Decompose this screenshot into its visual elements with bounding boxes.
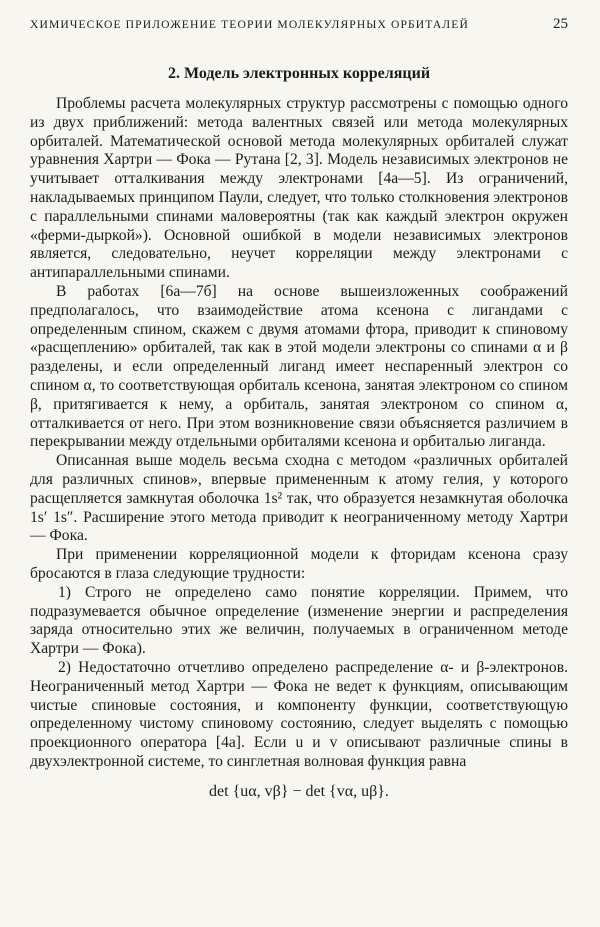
paragraph-2: В работах [6а—7б] на основе вышеизложенных соображений предполагалось, что взаимодействие атома ксенона с лигандами с определенным спином, скажем с двумя атомами фтора, приводит к спиновому «расщеплению» орбиталей, так как в этой модели электроны со спинами α и β разделены, и если определенный лиганд имеет неспаренный электрон со спином α, то соответствующая орбиталь ксенона, занятая электроном со спином β, притягивается к нему, а орбиталь, занятая электроном со спином α, отталкивается от него. При этом возникновение связи объясняется различием в перекрывании между отдельными орбиталями ксенона и орбиталью лиганда. <box>30 282 568 451</box>
paragraph-4: При применении корреляционной модели к фторидам ксенона сразу бросаются в глаза следующие трудности: <box>30 546 568 582</box>
paragraph-difficulty-1: 1) Строго не определено само понятие корреляции. Примем, что подразумевается обычное определение (изменение энергии и распределения заряда относительно этих же величин, получаемых в ограниченном методе Хартри — Фока). <box>30 583 568 658</box>
section-title: 2. Модель электронных корреляций <box>167 65 431 82</box>
paragraph-difficulty-2: 2) Недостаточно отчетливо определено распределение α- и β-электронов. Неограниченный метод Хартри — Фока не ведет к функциям, описывающим чистые спиновые состояния, и компоненту функции, соответствующую определенному чистому спиновому состоянию, следует выделять с помощью проекционного оператора [4а]. Если u и v описывают различные спины в двухэлектронной системе, то синглетная волновая функция равна <box>30 658 568 770</box>
paragraph-3: Описанная выше модель весьма сходна с методом «различных орбиталей для различных спинов», впервые примененным к атому гелия, у которого расщепляется замкнутая оболочка 1s² так, что образуется незамкнутая оболочка 1s′ 1s″. Расширение этого метода приводит к неограниченному методу Хартри — Фока. <box>30 452 568 545</box>
paragraph-1: Проблемы расчета молекулярных структур рассмотрены с помощью одного из двух приближений: метода валентных связей или метода молекулярных орбиталей. Математической основой метода молекулярных орбиталей служат уравнения Хартри — Фока — Рутана [2, 3]. Модель независимых электронов не учитывает отталкивания между электронами [4а—5]. Из ограничений, накладываемых принципом Паули, следует, что только столкновения электронов с параллельными спинами маловероятны (так как каждый электрон окружен «ферми-дыркой»). Основной ошибкой в модели независимых электронов является, следовательно, неучет корреляции между электронами с антипараллельными спинами. <box>30 95 568 282</box>
body-text <box>30 95 568 772</box>
formula: det {uα, vβ} − det {vα, uβ}. <box>209 782 389 800</box>
page-number: 25 <box>553 16 568 32</box>
running-header <box>30 16 568 33</box>
running-title: ХИМИЧЕСКОЕ ПРИЛОЖЕНИЕ ТЕОРИИ МОЛЕКУЛЯРНЫХ ОРБИТАЛЕЙ <box>30 18 469 31</box>
